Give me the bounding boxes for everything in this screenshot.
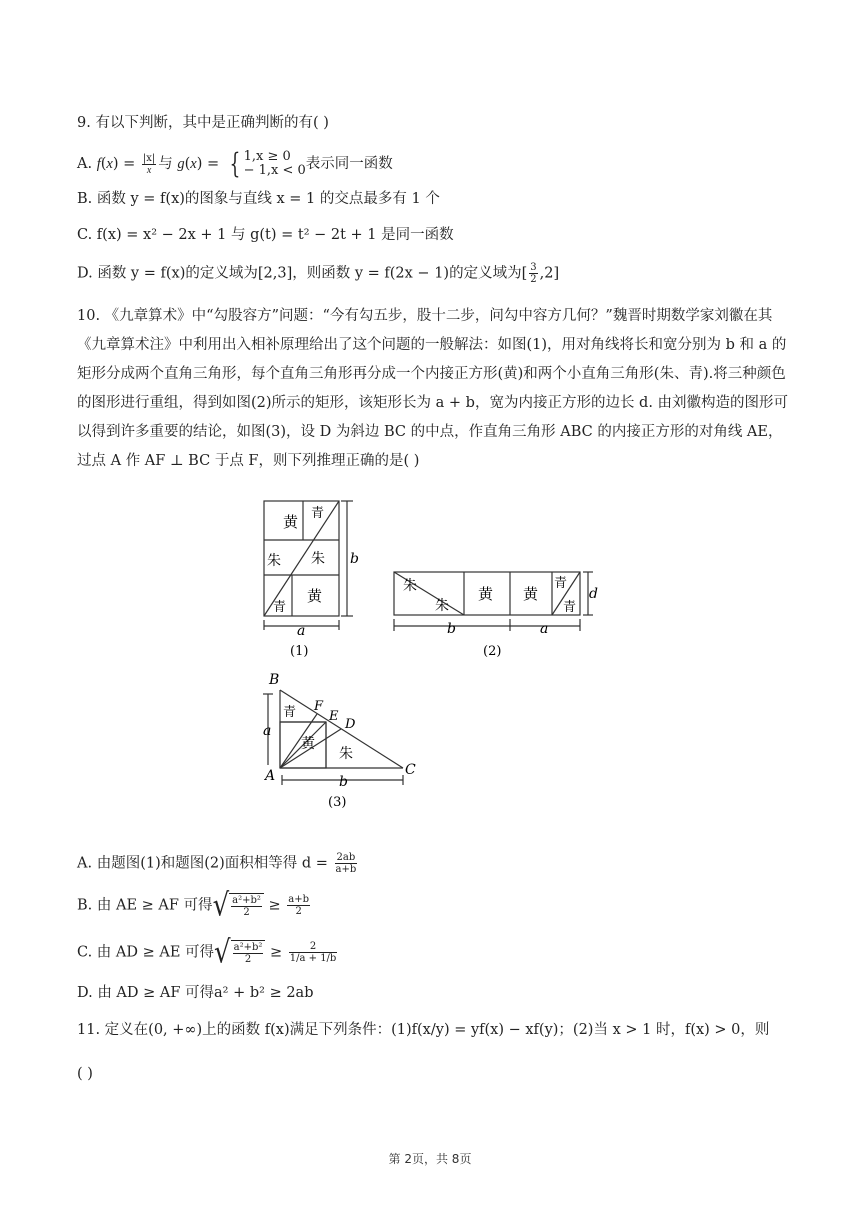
option-a-text: A. 由题图(1)和题图(2)面积相等得 d = [77,855,333,872]
fig1-b-label: b [350,551,359,567]
fig2-qing-1: 青 [554,576,568,591]
option-b-text: B. 由 AE ≥ AF 可得 [77,897,213,914]
fig2-huang-2: 黄 [523,585,539,603]
option-a-num: 2ab [335,852,358,864]
figure-2 [385,565,600,660]
question-10-option-a [77,852,359,875]
piecewise-function: { 1,x ≥ 0 − 1,x < 0 [229,147,306,180]
fig2-b-label: b [447,621,456,637]
fig3-qing: 青 [283,705,297,720]
fig2-huang-1: 黄 [478,585,494,603]
option-a-label: A. [77,156,97,172]
three-halves: $\frac{3}{2}$ [530,262,537,285]
option-c-rden: 2 [244,954,252,965]
option-b-ge: ≥ [263,897,286,914]
option-a-den: a+b [335,864,357,875]
figure-3 [255,668,425,813]
option-a-mid: 与 [158,156,178,172]
fig1-a-label: a [297,623,306,639]
option-d-text: D. 函数 y = f(x)的定义域为[2,3]，则函数 y = f(2x − 1)的定义域为[ [77,265,528,282]
question-10-option-c [77,934,339,971]
fig1-huang-2: 黄 [307,587,323,605]
fig2-qing-2: 青 [563,600,577,615]
point-c: C [405,762,416,778]
option-b-sqrt: √ $\frac{\text{a²+b²}}{2}$ [213,893,264,918]
option-d-end: ,2] [539,265,560,282]
fig2-zhu-2: 朱 [435,598,449,614]
abs-fraction: $\frac{|x|}{x}$ [142,152,156,176]
question-10-option-d: D. 由 AD ≥ AF 可得a² + b² ≥ 2ab [77,985,314,1001]
question-11-paren: ( ) [77,1066,93,1082]
fig3-b-label: b [339,774,348,790]
point-d: D [345,717,356,732]
option-c-den: 1/a + 1/b [289,953,337,964]
option-a-fraction [335,852,358,875]
option-c-fraction [289,941,338,964]
question-9-option-c: C. f(x) = x² − 2x + 1 与 g(t) = t² − 2t + 1 是同一函数 [77,227,454,243]
option-c-text: C. 由 AD ≥ AE 可得 [77,944,215,961]
fig1-huang-1: 黄 [283,513,299,531]
fig3-zhu: 朱 [339,746,353,762]
option-c-num: 2 [289,941,338,953]
option-c-ge: ≥ [265,944,287,961]
option-b-rnum: a²+b² [232,895,261,906]
question-9-option-d [77,262,559,285]
fig3-huang: 黄 [301,736,315,752]
question-9-option-b: B. 函数 y = f(x)的图象与直线 x = 1 的交点最多有 1 个 [77,191,440,207]
option-a-suffix: 表示同一函数 [305,156,393,172]
question-9-option-a: A. f(x) = $\frac{|x|}{x}$ 与 g(x) = { 1,x ≥ 0 − 1,x < 0表示同一函数 [77,147,393,180]
point-e: E [329,709,339,724]
question-11-stem: 11. 定义在(0, +∞)上的函数 f(x)满足下列条件：(1)f(x/y) = yf(x) − xf(y)；(2)当 x > 1 时，f(x) > 0，则 [77,1022,770,1038]
question-9-stem: 9. 有以下判断，其中是正确判断的有( ) [77,115,329,131]
option-c-sqrt: √ $\frac{\text{a²+b²}}{2}$ [214,940,265,965]
figure-1 [255,495,365,660]
page-footer: 第 2页，共 8页 [388,1152,472,1166]
point-b: B [269,672,280,688]
fig2-a-label: a [540,621,549,637]
fig2-zhu-1: 朱 [403,578,417,594]
fig1-zhu-2: 朱 [311,551,325,567]
case-2: − 1,x < 0 [243,163,306,178]
fig2-caption: (2) [483,644,502,659]
question-10-paragraph: 10. 《九章算术》中“勾股容方”问题：“今有勾五步，股十二步，问勾中容方几何？”魏晋时期数学家刘徽在其《九章算术注》中利用出入相补原理给出了这个问题的一般解法：如图(1)，用对角线将长和宽分别为 b 和 a 的矩形分成两个直角三角形，每个直角三角形再分成一个内接正方形(黄)和两个小直角三角形(朱、青).将三种颜色的图形进行重组，得到如图(2)所示的矩形，该矩形长为 a + b，宽为内接正方形的边长 d. 由刘徽构造的图形可以得到许多重要的结论，如图(3)，设 D 为斜边 BC 的中点，作直角三角形 ABC 的内接正方形的对角线 AE，过点 A 作 AF ⊥ BC 于点 F，则下列推理正确的是( ) [77,308,789,469]
point-f: F [314,699,324,714]
question-10-option-b [77,887,312,924]
fig2-d-label: d [589,586,598,602]
fig1-qing-2: 青 [273,600,287,615]
fig1-zhu-1: 朱 [267,553,281,569]
option-b-fraction [287,894,310,917]
fig1-caption: (1) [290,644,309,659]
fig3-caption: (3) [328,795,347,810]
option-c-rnum: a²+b² [233,942,263,953]
point-a: A [265,768,276,784]
option-b-den: 2 [295,906,302,917]
fig3-a-label: a [263,723,272,739]
option-b-rden: 2 [243,907,250,918]
case-1: 1,x ≥ 0 [243,149,291,164]
fig1-qing-1: 青 [311,506,325,521]
option-b-num: a+b [288,894,310,905]
